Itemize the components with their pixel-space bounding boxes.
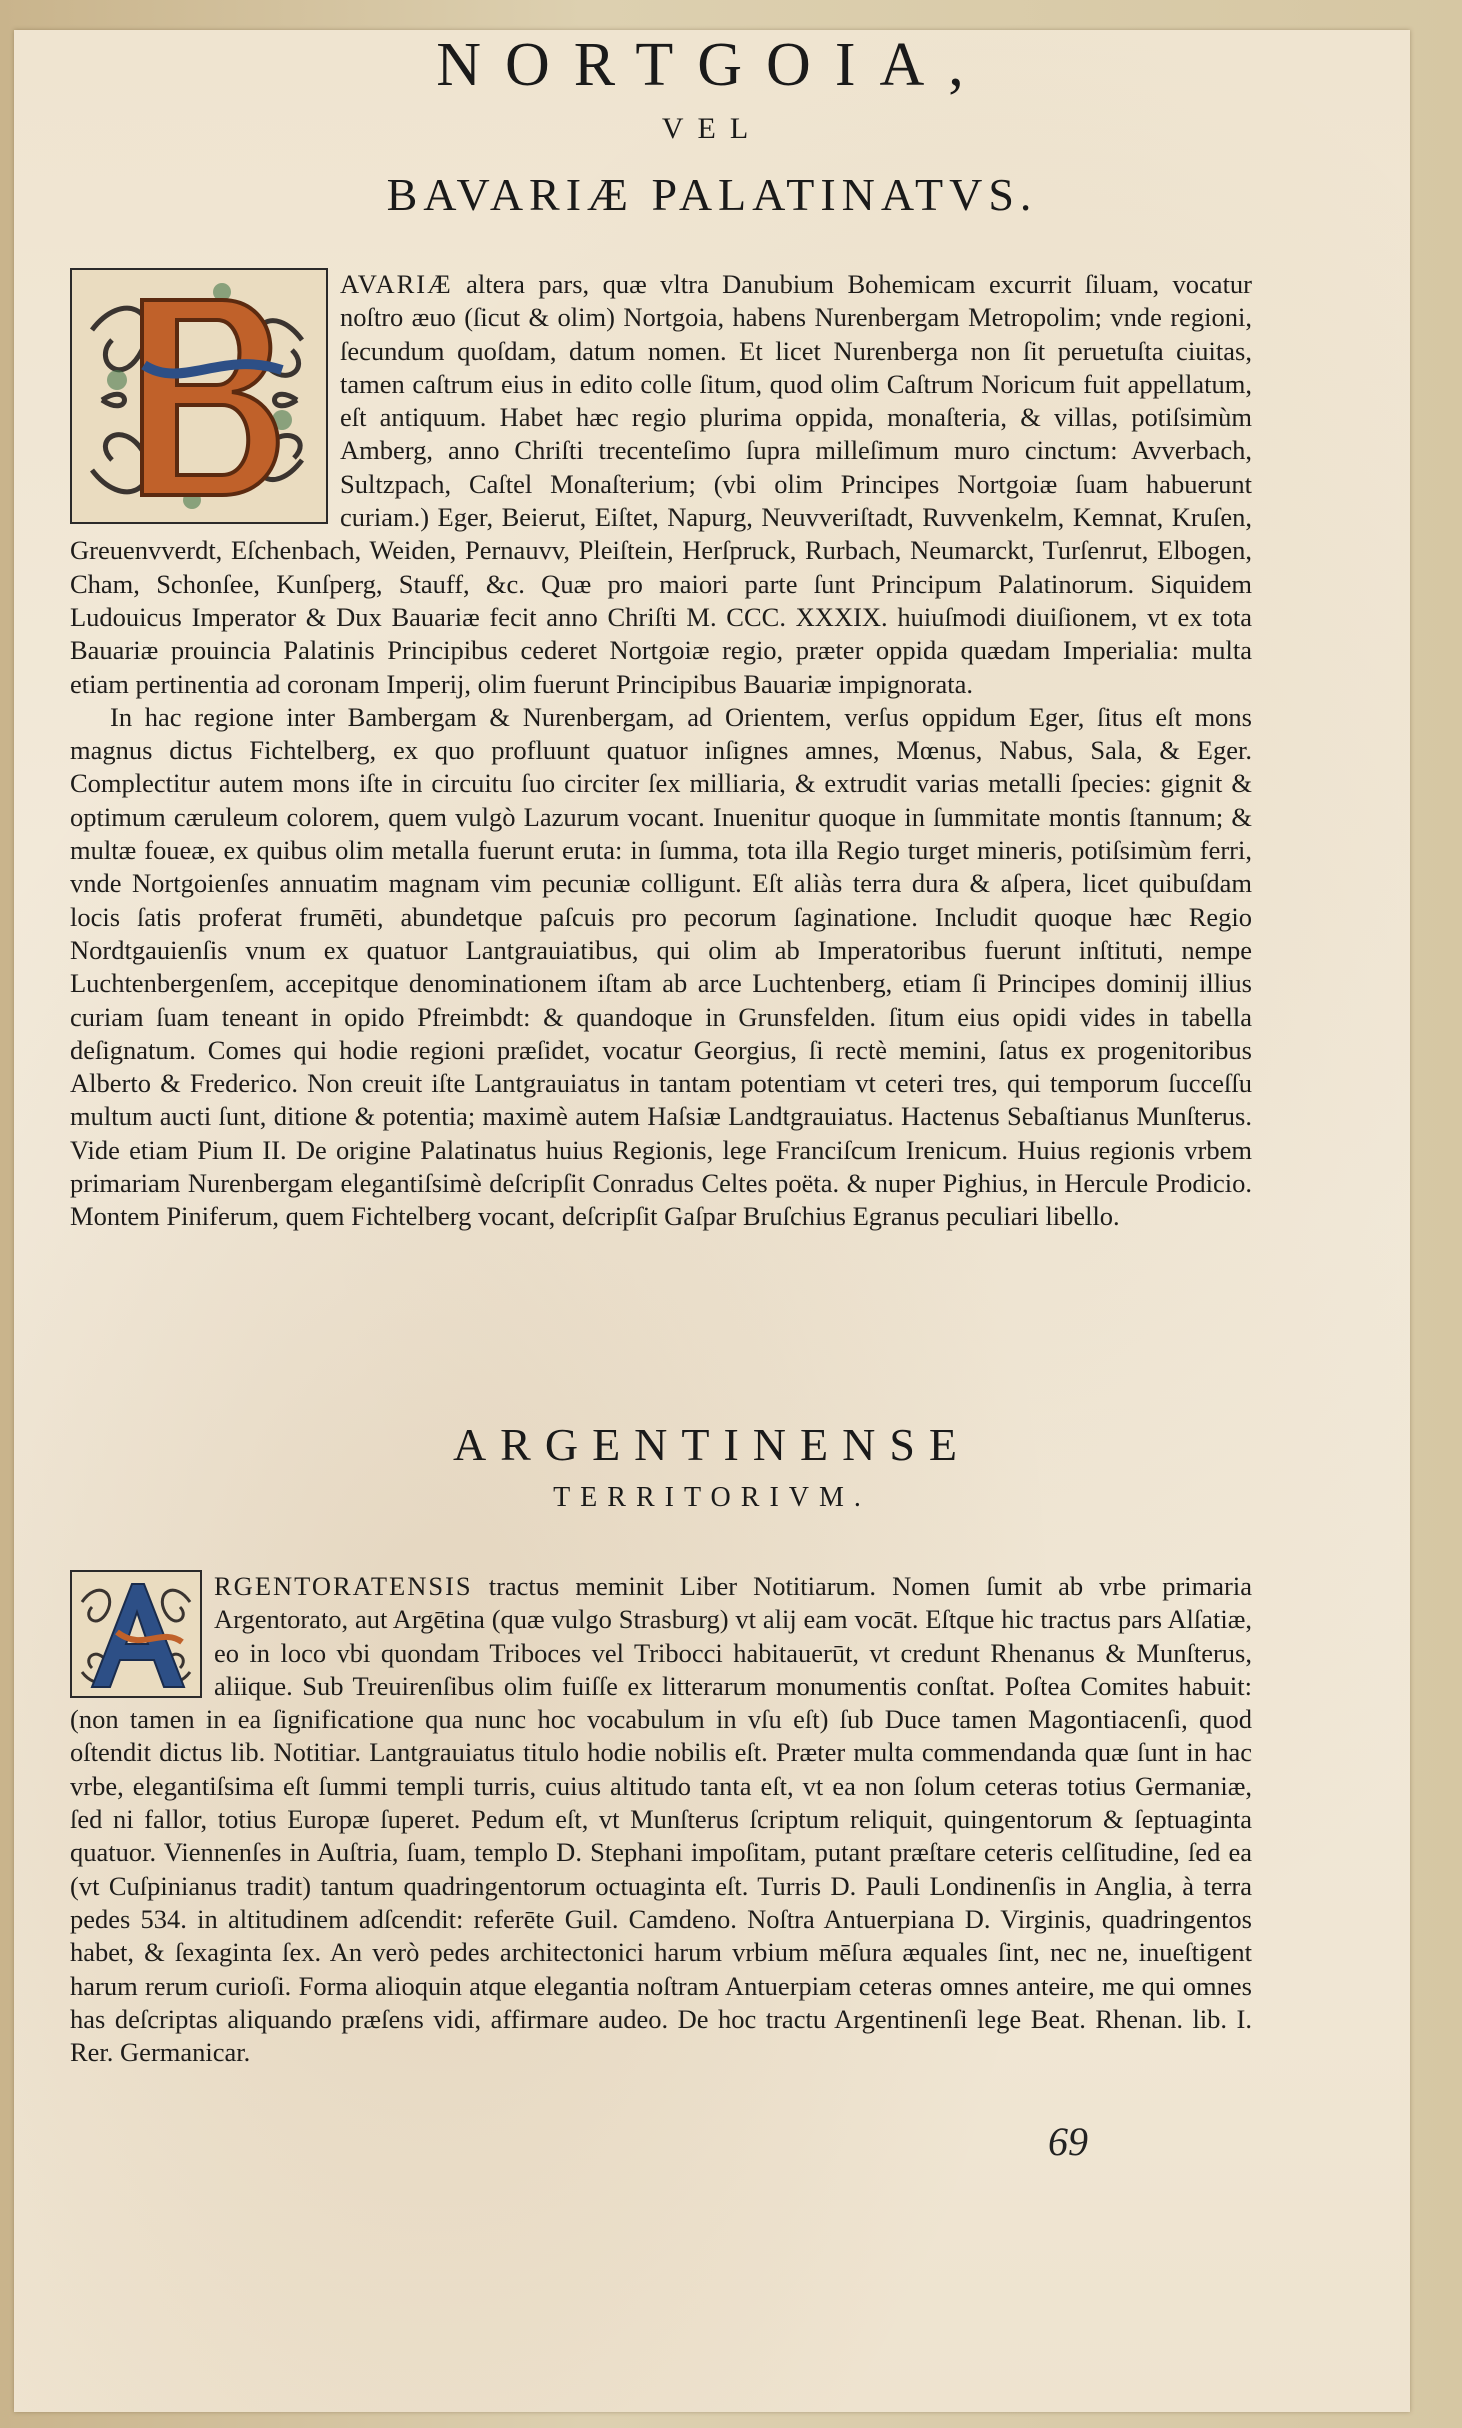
section-2-text <box>70 1570 1252 2069</box>
page-sheet <box>14 30 1410 2412</box>
section-2-lead-word: RGENTORATENSIS <box>214 1571 473 1601</box>
decorated-initial-a <box>70 1570 202 1698</box>
section-1-paragraph-1: altera pars, quæ vltra Danubium Bohemicam excurrit ſiluam, vocatur noſtro æuo (ſicut & olim) Nortgoia, habens Nurenbergam Metropolim; vnde regioni, ſecundum quoſdam, datum nomen. Et licet Nurenberga non ſit peruetuſta ciuitas, tamen caſtrum eius in edito colle ſitum, quod olim Caſtrum Noricum fuit appellatum, eſt antiquum. Habet hæc regio plurima oppida, monaſteria, & villas, potiſsimùm Amberg, anno Chriſti trecenteſimo ſupra milleſimum muro cinctum: Avverbach, Sultzpach, Caſtel Monaſterium; (vbi olim Principes Nortgoiæ ſuam habuerunt curiam.) Eger, Beierut, Eiſtet, Napurg, Neuvveriſtadt, Ruvvenkelm, Kemnat, Kruſen, Greuenvverdt, Eſchenbach, Weiden, Pernauvv, Pleiſtein, Herſpruck, Rurbach, Neumarckt, Turſenrut, Elbogen, Cham, Schonſee, Kunſperg, Stauff, &c. Quæ pro maiori parte ſunt Principum Palatinorum. Siquidem Ludouicus Imperator & Dux Bauariæ fecit anno Chriſti M. CCC. XXXIX. huiuſmodi diuiſionem, vt ex tota Bauariæ prouincia Palatinis Principibus cederet Nortgoiæ regio, præter oppida quædam Imperialia: multa etiam pertinentia ad coronam Imperij, olim fuerunt Principibus Bauariæ impignorata. <box>70 269 1253 699</box>
section-1-lead-word: AVARIÆ <box>340 269 453 299</box>
ornamental-letter-a-icon <box>72 1572 200 1696</box>
section-1-text <box>70 268 1252 1234</box>
page-title: NORTGOIA, <box>436 31 988 99</box>
section-2-title: ARGENTINENSE <box>452 1419 972 1470</box>
title-conjunction: VEL <box>661 112 763 145</box>
section-2-paragraph: tractus meminit Liber Notitiarum. Nomen ſumit ab vrbe primaria Argentorato, aut Argētina (quæ vulgo Strasburg) vt alij eam vocāt. Eſtque hic tractus pars Alſatiæ, eo in loco vbi quondam Triboces vel Tribocci habitauerūt, vt credunt Rhenanus & Munſterus, aliique. Sub Treuirenſibus olim fuiſſe ex litterarum monumentis conſtat. Poſtea Comites habuit: (non tamen in ea ſignificatione qua nunc hoc vocabulum in vſu eſt) ſub Duce tamen Magontiacenſi, quod oſtendit dictus lib. Notitiar. Lantgrauiatus titulo hodie nobilis eſt. Præter multa commendanda quæ ſunt in hac vrbe, elegantiſsima eſt ſummi templi turris, cuius altitudo tanta eſt, vt ea non ſolum ceteras totius Germaniæ, ſed ni fallor, totius Europæ ſuperet. Pedum eſt, vt Munſterus ſcriptum reliquit, quingentorum & ſeptuaginta quatuor. Viennenſes in Auſtria, ſuam, templo D. Stephani impoſitam, putant præſtare ceteris celſitudine, ſed ea (vt Cuſpinianus tradit) tantum quadringentorum octuaginta eſt. Turris D. Pauli Londinenſis in Anglia, à terra pedes 534. in altitudinem adſcendit: referēte Guil. Camdeno. Noſtra Antuerpiana D. Virginis, quadringentos habet, & ſexaginta ſex. An verò pedes architectonici harum vrbium mēſura æquales ſint, nec ne, inueſtigent harum rerum curioſi. Forma alioquin atque elegantia noſtram Antuerpiam ceteras omnes anteire, me qui omnes has deſcriptas aliquando præſens vidi, affirmare audeo. De hoc tractu Argentinenſi lege Beat. Rhenan. lib. I. Rer. Germanicar. <box>70 1571 1252 2068</box>
decorated-initial-b <box>70 268 328 524</box>
section-1-paragraph-2: In hac regione inter Bambergam & Nurenbergam, ad Orientem, verſus oppidum Eger, ſitus eſt mons magnus dictus Fichtelberg, ex quo profluunt quatuor inſignes amnes, Mœnus, Nabus, Sala, & Eger. Complectitur autem mons iſte in circuitu ſuo circiter ſex milliaria, & extrudit varias metalli ſpecies: gignit & optimum cæruleum colorem, quem vulgò Lazurum vocant. Inuenitur quoque in ſummitate montis ſtannum; & multæ foueæ, ex quibus olim metalla fuerunt eruta: in ſumma, tota illa Regio turget mineris, potiſsimùm ferri, vnde Nortgoienſes annuatim magnam vim pecuniæ colligunt. Eſt aliàs terra dura & aſpera, licet quibuſdam locis ſatis proferat frumēti, abundetque paſcuis pro pecorum ſaginatione. Includit quoque hæc Regio Nordtgauienſis vnum ex quatuor Lantgrauiatibus, qui olim ab Imperatoribus fuerunt inſtituti, nempe Luchtenbergenſem, accepitque denominationem iſtam ab arce Luchtenberg, etiam ſi Principes dominij illius curiam ſuam teneant in opido Pfreimbdt: & quandoque in Grunsfelden. ſitum eius opidi vides in tabella deſignatum. Comes qui hodie regioni præſidet, vocatur Georgius, ſi rectè memini, ſatus ex progenitoribus Alberto & Frederico. Non creuit iſte Lantgrauiatus in tantam potentiam vt ceteri tres, qui temporum ſucceſſu multum aucti ſunt, ditione & potentia; maximè autem Haſsiæ Landtgrauiatus. Hactenus Sebaſtianus Munſterus. Vide etiam Pium II. De origine Palatinatus huius Regionis, lege Franciſcum Irenicum. Huius regionis vrbem primariam Nurenbergam elegantiſsimè deſcripſit Conradus Celtes poëta. & nuper Pighius, in Hercule Prodicio. Montem Piniferum, quem Fichtelberg vocant, deſcripſit Gaſpar Bruſchius Egranus peculiari libello. <box>70 701 1252 1232</box>
section-2-subtitle: TERRITORIVM. <box>553 1482 871 1513</box>
page-number: 69 <box>1048 2119 1088 2164</box>
page-subtitle: BAVARIÆ PALATINATVS. <box>386 169 1038 220</box>
ornamental-letter-b-icon <box>72 270 326 522</box>
